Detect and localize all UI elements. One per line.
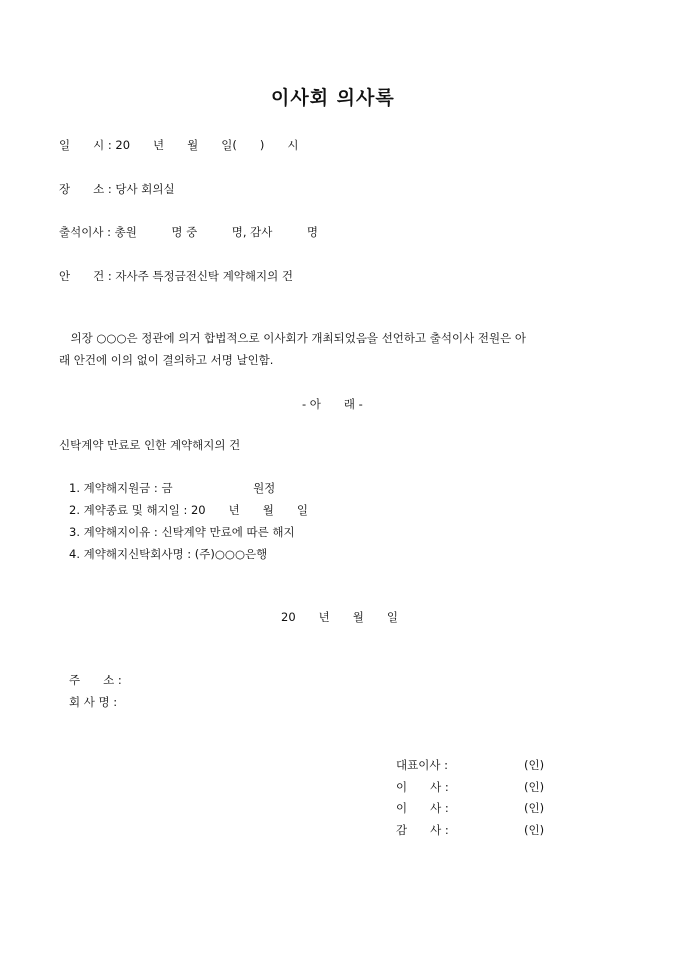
list-item: 3. 계약해지이유 : 신탁계약 만료에 따른 해지	[69, 525, 295, 539]
resolution-line-1: 의장 ○○○은 정관에 의거 합법적으로 이사회가 개최되었음을 선언하고 출석이사 전원은 아	[59, 331, 526, 345]
resolution-subject: 신탁계약 만료로 인한 계약해지의 건	[59, 438, 241, 452]
resolution-paragraph	[59, 327, 625, 371]
agenda-field: 안 건 : 자사주 특정금전신탁 계약해지의 건	[59, 269, 294, 283]
seal-mark: (인)	[524, 780, 545, 794]
seal-mark: (인)	[524, 801, 545, 815]
meeting-place-field: 장 소 : 당사 회의실	[59, 182, 175, 196]
signature-label-director: 이 사 :	[396, 780, 449, 794]
signature-label-director: 이 사 :	[396, 801, 449, 815]
seal-mark: (인)	[524, 758, 545, 772]
signature-label-auditor: 감 사 :	[396, 823, 449, 837]
company-address-label: 주 소 :	[69, 673, 122, 687]
seal-mark: (인)	[524, 823, 545, 837]
list-item: 4. 계약해지신탁회사명 : (주)○○○은행	[69, 547, 268, 561]
footer-date: 20 년 월 일	[281, 610, 398, 624]
resolution-line-2: 래 안건에 이의 없이 결의하고 서명 날인함.	[59, 353, 274, 367]
list-item: 1. 계약해지원금 : 금 원정	[69, 481, 276, 495]
signature-label-ceo: 대표이사 :	[396, 758, 448, 772]
list-item: 2. 계약종료 및 해지일 : 20 년 월 일	[69, 503, 308, 517]
company-name-label: 회 사 명 :	[69, 695, 118, 709]
document-title: 이사회 의사록	[271, 87, 395, 109]
meeting-date-field: 일 시 : 20 년 월 일( ) 시	[59, 138, 299, 152]
below-heading: - 아 래 -	[302, 397, 363, 411]
attendees-field: 출석이사 : 총원 명 중 명, 감사 명	[59, 225, 318, 239]
